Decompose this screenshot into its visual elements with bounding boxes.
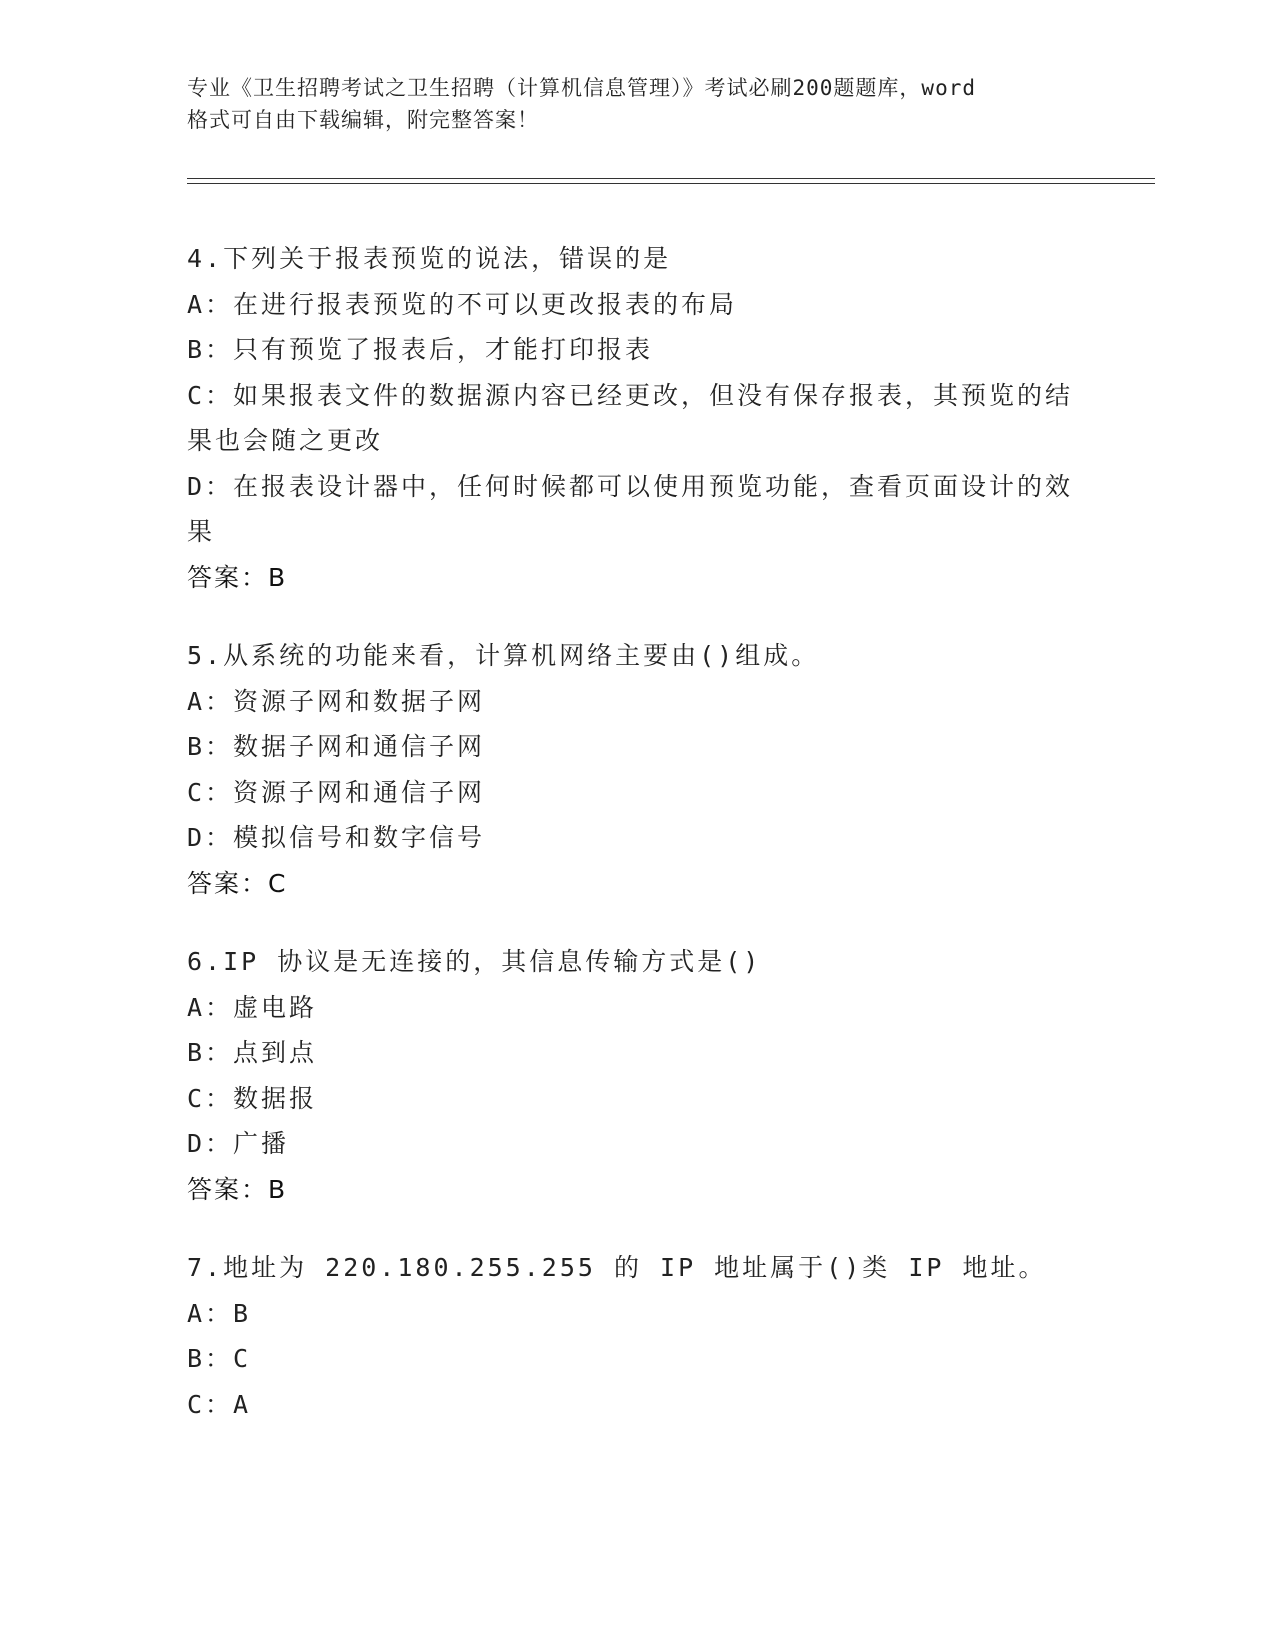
option-a: A：资源子网和数据子网 bbox=[187, 686, 486, 716]
option-d: D：广播 bbox=[187, 1129, 290, 1158]
question-title: 7.地址为 220.180.255.255 的 IP 地址属于()类 IP 地址。 bbox=[187, 1253, 1047, 1282]
option-d: D：在报表设计器中，任何时候都可以使用预览功能，查看页面设计的效果 bbox=[187, 471, 1074, 546]
option-b: B：数据子网和通信子网 bbox=[187, 732, 486, 761]
question-item-6 bbox=[187, 939, 1087, 1212]
answer-label: 答案：B bbox=[187, 1174, 288, 1204]
question-title: 6.IP 协议是无连接的，其信息传输方式是() bbox=[187, 947, 762, 976]
option-c: C：A bbox=[187, 1389, 252, 1419]
option-c: C：数据报 bbox=[187, 1083, 318, 1113]
option-a: A：虚电路 bbox=[187, 992, 318, 1022]
answer-label: 答案：C bbox=[187, 868, 288, 898]
question-list bbox=[187, 236, 1087, 1460]
question-item-4 bbox=[187, 236, 1087, 600]
question-item-5 bbox=[187, 633, 1087, 906]
header-divider-bottom bbox=[187, 183, 1155, 184]
option-a: A：B bbox=[187, 1298, 252, 1328]
option-d: D：模拟信号和数字信号 bbox=[187, 823, 486, 852]
question-title: 4.下列关于报表预览的说法，错误的是 bbox=[187, 244, 672, 273]
option-c: C：资源子网和通信子网 bbox=[187, 777, 486, 807]
header-title-line-1: 专业《卫生招聘考试之卫生招聘（计算机信息管理）》考试必刷200题题库，word bbox=[187, 76, 976, 100]
document-header bbox=[187, 72, 1087, 136]
question-item-7 bbox=[187, 1245, 1087, 1427]
option-b: B：点到点 bbox=[187, 1038, 318, 1067]
option-b: B：只有预览了报表后，才能打印报表 bbox=[187, 335, 654, 364]
answer-label: 答案：B bbox=[187, 562, 288, 592]
option-c: C：如果报表文件的数据源内容已经更改，但没有保存报表，其预览的结果也会随之更改 bbox=[187, 380, 1074, 455]
option-a: A：在进行报表预览的不可以更改报表的布局 bbox=[187, 289, 738, 319]
question-title: 5.从系统的功能来看，计算机网络主要由()组成。 bbox=[187, 641, 820, 670]
option-b: B：C bbox=[187, 1344, 252, 1373]
header-title-line-2: 格式可自由下载编辑，附完整答案！ bbox=[187, 108, 539, 132]
header-divider-top bbox=[187, 178, 1155, 179]
